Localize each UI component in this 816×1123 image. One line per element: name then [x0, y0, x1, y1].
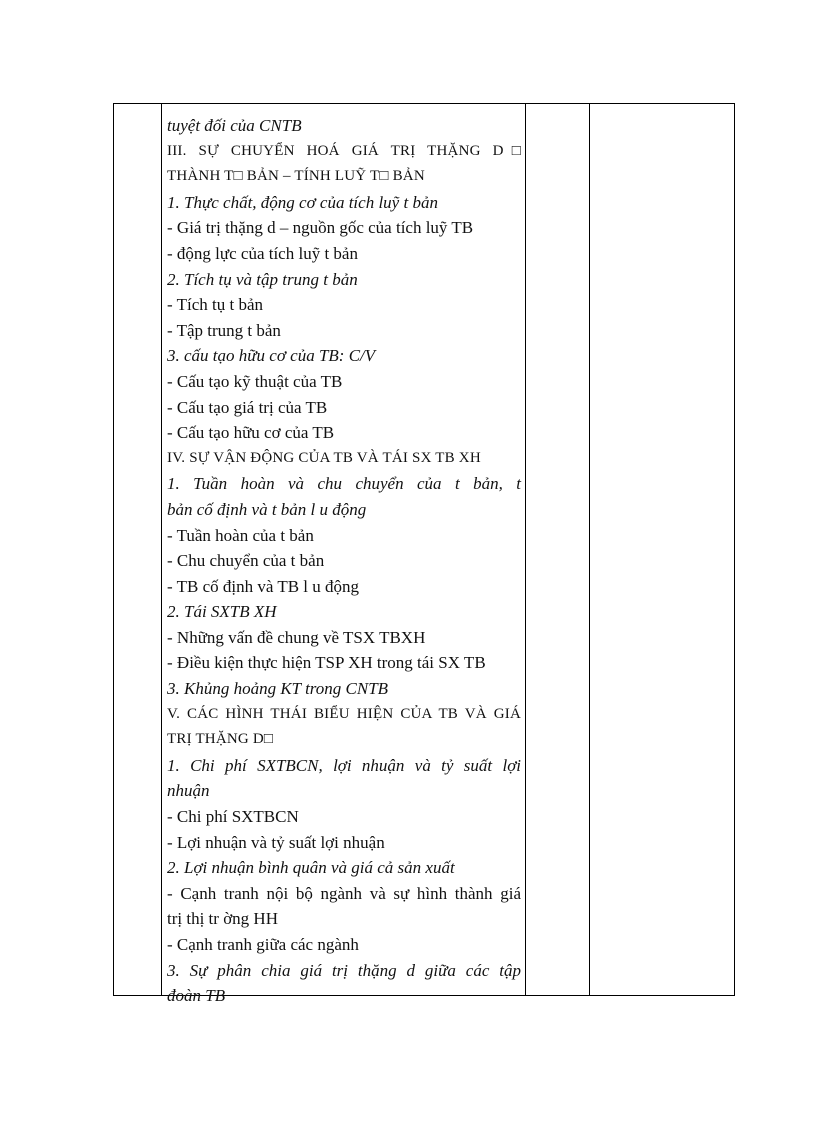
content-line: - Cạnh tranh giữa các ngành	[167, 935, 359, 954]
content-line: V. CÁC HÌNH THÁI BIỂU HIỆN CỦA TB VÀ GIÁ	[167, 705, 521, 722]
content-line: - Những vấn đề chung về TSX TBXH	[167, 627, 426, 647]
table-column-4	[590, 104, 734, 995]
content-line: - Chi phí SXTBCN	[167, 807, 299, 827]
content-line: TRỊ THẶNG D□	[167, 731, 274, 748]
content-line: - TB cố định và TB l u động	[167, 576, 360, 596]
content-line: 1. Tuần hoàn và chu chuyển của t bản, t	[167, 474, 521, 494]
content-line: nhuận	[167, 781, 210, 801]
table-content-cell	[162, 104, 526, 1006]
content-line: - Chu chuyển của t bản	[167, 551, 325, 571]
content-line: - Lợi nhuận và tỷ suất lợi nhuận	[167, 832, 385, 852]
content-table	[113, 103, 735, 1006]
content-line: - Cấu tạo hữu cơ của TB	[167, 423, 335, 443]
content-line: - động lực của tích luỹ t bản	[167, 243, 358, 263]
content-line: - Tập trung t bản	[167, 320, 281, 340]
content-line: - Điều kiện thực hiện TSP XH trong tái SX TB	[167, 653, 486, 673]
content-line: trị thị tr ờng HH	[167, 909, 278, 929]
content-line: 2. Tái SXTB XH	[167, 602, 277, 622]
content-line: tuyệt đối của CNTB	[167, 116, 302, 135]
content-line: THÀNH T□ BẢN – TÍNH LUỸ T□ BẢN	[167, 168, 425, 185]
content-line: 2. Tích tụ và tập trung t bản	[167, 269, 358, 289]
content-line: - Giá trị thặng d – nguồn gốc của tích luỹ TB	[167, 218, 474, 238]
content-line: - Cấu tạo giá trị của TB	[167, 397, 328, 417]
content-line: đoàn TB	[167, 986, 226, 1006]
table-column-3	[526, 104, 590, 995]
content-line: 3. Khủng hoảng KT trong CNTB	[167, 679, 389, 699]
content-line: - Tuần hoàn của t bản	[167, 525, 314, 545]
content-line: 1. Chi phí SXTBCN, lợi nhuận và tỷ suất lợi	[167, 755, 521, 775]
content-line: - Tích tụ t bản	[167, 295, 263, 315]
table-column-1	[114, 104, 162, 995]
content-line: 3. Sự phân chia giá trị thặng d giữa các tập	[167, 960, 521, 980]
content-line: - Cấu tạo kỹ thuật của TB	[167, 371, 343, 391]
content-line: bản cố định và t bản l u động	[167, 499, 367, 519]
content-line: IV. SỰ VẬN ĐỘNG CỦA TB VÀ TÁI SX TB XH	[167, 449, 481, 466]
content-line: III. SỰ CHUYỂN HOÁ GIÁ TRỊ THẶNG D□	[167, 142, 521, 159]
content-line: 1. Thực chất, động cơ của tích luỹ t bản	[167, 192, 438, 212]
content-line: 2. Lợi nhuận bình quân và giá cả sản xuất	[167, 858, 455, 878]
content-line: 3. cấu tạo hữu cơ của TB: C/V	[167, 346, 376, 366]
content-line: - Cạnh tranh nội bộ ngành và sự hình thành giá	[167, 883, 521, 903]
